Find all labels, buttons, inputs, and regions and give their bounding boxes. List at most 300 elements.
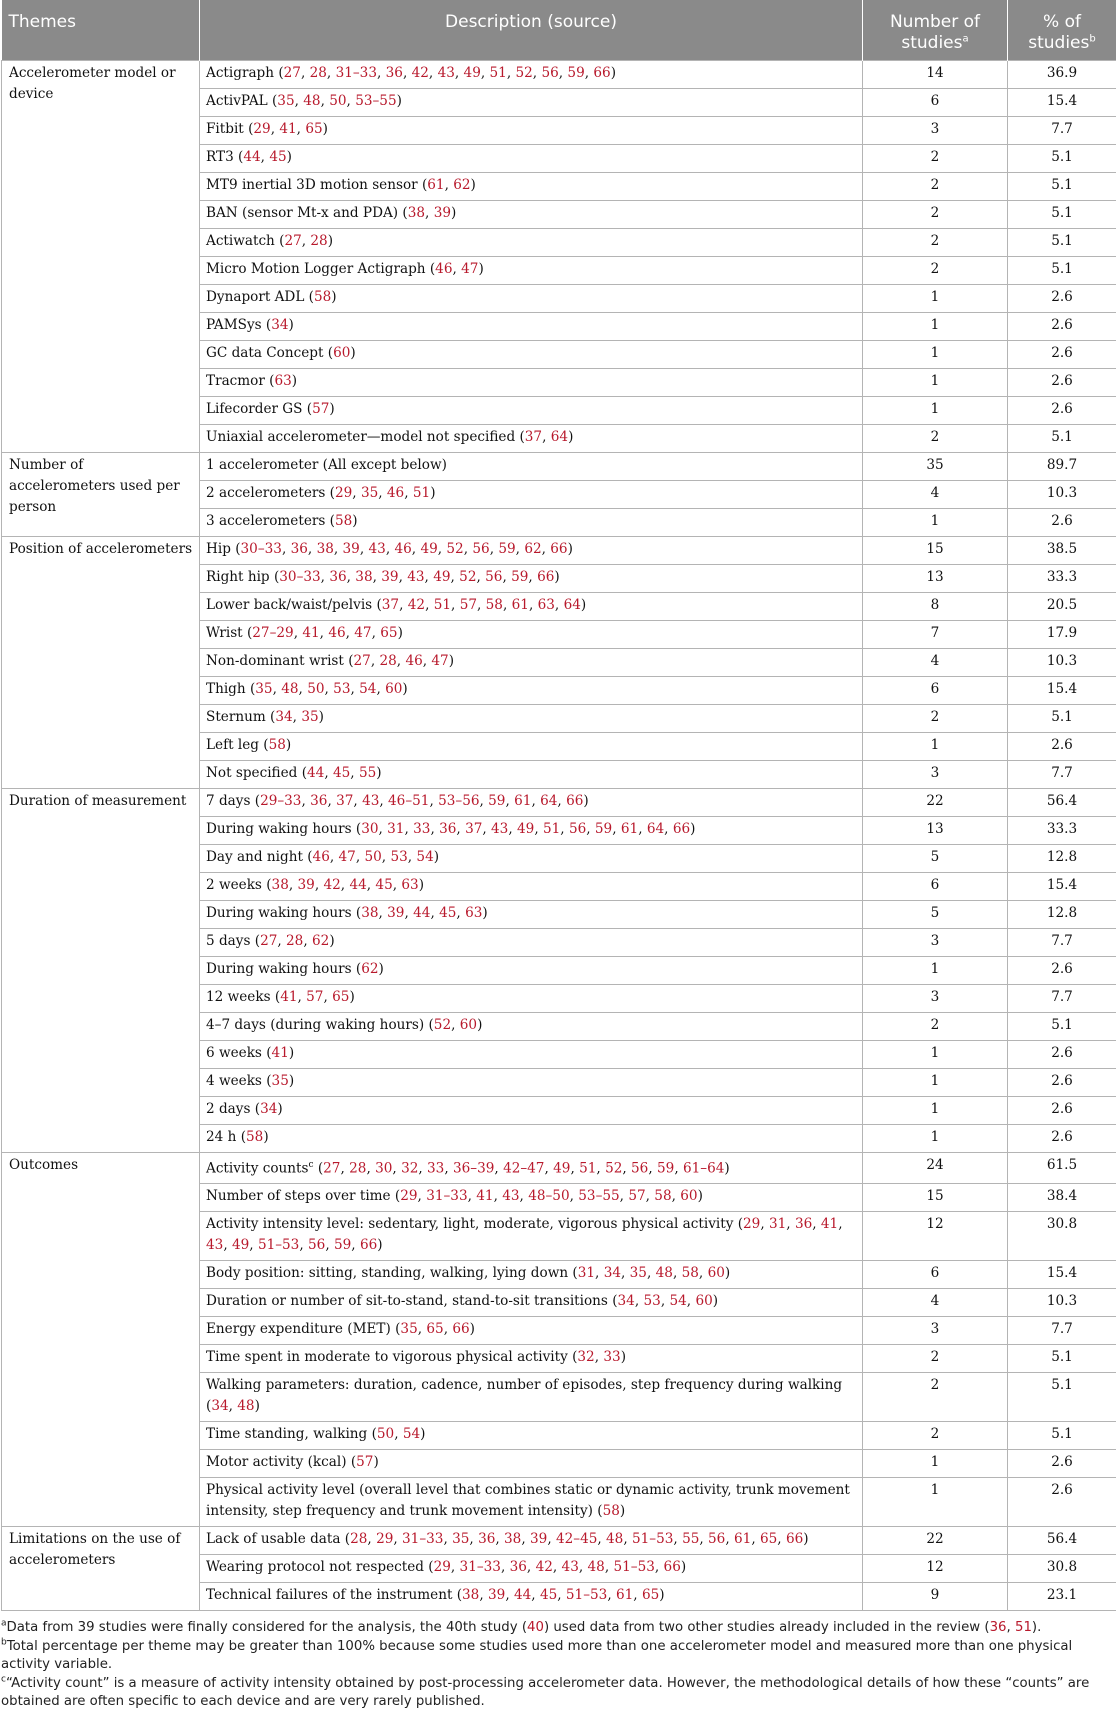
reference-link[interactable]: 51 xyxy=(490,65,507,81)
reference-link[interactable]: 38 xyxy=(317,541,334,557)
reference-link[interactable]: 48 xyxy=(588,1559,605,1575)
reference-link[interactable]: 43 xyxy=(562,1559,579,1575)
reference-link[interactable]: 42–45 xyxy=(556,1531,597,1547)
percent-of-studies-cell: 15.4 xyxy=(1008,1261,1116,1289)
reference-link[interactable]: 55 xyxy=(359,765,376,781)
reference-link[interactable]: 39 xyxy=(298,877,315,893)
reference-link[interactable]: 58 xyxy=(486,597,503,613)
reference-link[interactable]: 29–33 xyxy=(260,793,301,809)
percent-of-studies-cell: 2.6 xyxy=(1008,1450,1116,1478)
reference-link[interactable]: 64 xyxy=(564,597,581,613)
table-header-row xyxy=(2,0,1116,60)
reference-link[interactable]: 29 xyxy=(376,1531,393,1547)
reference-link[interactable]: 57 xyxy=(312,401,329,417)
description-text: GC data Concept xyxy=(206,345,323,361)
description-cell: Thigh (35, 48, 50, 53, 54, 60) xyxy=(200,676,863,704)
header-percent-of-studies: % of studies$^b$ xyxy=(1008,0,1116,60)
reference-link[interactable]: 45 xyxy=(439,905,456,921)
reference-link[interactable]: 65 xyxy=(380,625,397,641)
reference-link[interactable]: 35 xyxy=(255,681,272,697)
reference-link[interactable]: 58 xyxy=(654,1188,671,1204)
reference-link[interactable]: 43 xyxy=(362,793,379,809)
reference-link[interactable]: 62 xyxy=(453,177,470,193)
number-of-studies-cell: 12 xyxy=(863,1212,1008,1261)
reference-link[interactable]: 66 xyxy=(673,821,690,837)
reference-link[interactable]: 51–53 xyxy=(632,1531,673,1547)
reference-link[interactable]: 50 xyxy=(307,681,324,697)
reference-link[interactable]: 52 xyxy=(515,65,532,81)
reference-link[interactable]: 30–33 xyxy=(279,569,320,585)
description-cell: Body position: sitting, standing, walking, lying down (31, 34, 35, 48, 58, 60) xyxy=(200,1261,863,1289)
reference-link[interactable]: 38 xyxy=(408,205,425,221)
reference-link[interactable]: 46 xyxy=(435,261,452,277)
reference-link[interactable]: 46 xyxy=(405,653,422,669)
description-text: During waking hours xyxy=(206,821,352,837)
reference-link[interactable]: 36 xyxy=(439,821,456,837)
number-of-studies-cell: 5 xyxy=(863,900,1008,928)
reference-link[interactable]: 56 xyxy=(708,1531,725,1547)
reference-link[interactable]: 62 xyxy=(312,933,329,949)
reference-link[interactable]: 57 xyxy=(306,989,323,1005)
reference-link[interactable]: 66 xyxy=(452,1321,469,1337)
description-text: Actigraph xyxy=(206,65,274,81)
description-cell: Actiwatch (27, 28) xyxy=(200,228,863,256)
reference-link[interactable]: 66 xyxy=(550,541,567,557)
reference-link[interactable]: 34 xyxy=(211,1398,228,1414)
reference-link[interactable]: 27 xyxy=(354,653,371,669)
number-of-studies-cell: 2 xyxy=(863,200,1008,228)
reference-link[interactable]: 45 xyxy=(540,1587,557,1603)
reference-link[interactable]: 58 xyxy=(314,289,331,305)
number-of-studies-cell: 4 xyxy=(863,1289,1008,1317)
reference-link[interactable]: 37 xyxy=(336,793,353,809)
reference-link[interactable]: 58 xyxy=(682,1265,699,1281)
reference-link[interactable]: 58 xyxy=(269,737,286,753)
reference-link[interactable]: 53 xyxy=(644,1293,661,1309)
reference-link[interactable]: 56 xyxy=(569,821,586,837)
description-text: Energy expenditure (MET) xyxy=(206,1321,391,1337)
description-text: Right hip xyxy=(206,569,270,585)
description-text: 6 weeks xyxy=(206,1045,262,1061)
percent-of-studies-cell: 2.6 xyxy=(1008,1096,1116,1124)
percent-of-studies-cell: 2.6 xyxy=(1008,1478,1116,1527)
description-text: Left leg xyxy=(206,737,259,753)
reference-link[interactable]: 52 xyxy=(446,541,463,557)
reference-link[interactable]: 46–51 xyxy=(388,793,429,809)
reference-link[interactable]: 47 xyxy=(339,849,356,865)
reference-link[interactable]: 48 xyxy=(281,681,298,697)
reference-link[interactable]: 44 xyxy=(349,877,366,893)
reference-link[interactable]: 27 xyxy=(284,65,301,81)
reference-link[interactable]: 51–53 xyxy=(613,1559,654,1575)
reference-link[interactable]: 40 xyxy=(527,1620,544,1635)
percent-of-studies-cell: 56.4 xyxy=(1008,788,1116,816)
reference-link[interactable]: 45 xyxy=(269,149,286,165)
description-cell: GC data Concept (60) xyxy=(200,340,863,368)
reference-link[interactable]: 50 xyxy=(377,1426,394,1442)
reference-link[interactable]: 60 xyxy=(333,345,350,361)
reference-link[interactable]: 66 xyxy=(360,1237,377,1253)
reference-link[interactable]: 36 xyxy=(329,569,346,585)
description-cell: Physical activity level (overall level that combines static or dynamic activity, trunk movement intensity, step frequency and trunk movement intensity) (58) xyxy=(200,1478,863,1527)
reference-link[interactable]: 39 xyxy=(381,569,398,585)
reference-link[interactable]: 38 xyxy=(504,1531,521,1547)
reference-link[interactable]: 48 xyxy=(606,1531,623,1547)
reference-link[interactable]: 63 xyxy=(274,373,291,389)
reference-link[interactable]: 36 xyxy=(386,65,403,81)
reference-link[interactable]: 61–64 xyxy=(683,1160,724,1176)
reference-link[interactable]: 29 xyxy=(253,121,270,137)
reference-link[interactable]: 54 xyxy=(403,1426,420,1442)
reference-link[interactable]: 66 xyxy=(786,1531,803,1547)
reference-link[interactable]: 35 xyxy=(272,1073,289,1089)
reference-link[interactable]: 60 xyxy=(680,1188,697,1204)
reference-link[interactable]: 49 xyxy=(553,1160,570,1176)
percent-of-studies-cell: 15.4 xyxy=(1008,872,1116,900)
number-of-studies-cell: 15 xyxy=(863,1184,1008,1212)
number-of-studies-cell: 1 xyxy=(863,284,1008,312)
reference-link[interactable]: 61 xyxy=(616,1587,633,1603)
reference-link[interactable]: 66 xyxy=(537,569,554,585)
reference-link[interactable]: 54 xyxy=(359,681,376,697)
reference-link[interactable]: 39 xyxy=(343,541,360,557)
reference-link[interactable]: 39 xyxy=(434,205,451,221)
reference-link[interactable]: 34 xyxy=(260,1101,277,1117)
reference-link[interactable]: 56 xyxy=(541,65,558,81)
reference-link[interactable]: 41 xyxy=(279,121,296,137)
reference-link[interactable]: 49 xyxy=(433,569,450,585)
reference-link[interactable]: 29 xyxy=(434,1559,451,1575)
reference-link[interactable]: 46 xyxy=(394,541,411,557)
description-cell: Sternum (34, 35) xyxy=(200,704,863,732)
reference-link[interactable]: 64 xyxy=(540,793,557,809)
reference-link[interactable]: 58 xyxy=(335,513,352,529)
reference-link[interactable]: 33 xyxy=(427,1160,444,1176)
reference-link[interactable]: 42 xyxy=(323,877,340,893)
reference-link[interactable]: 27 xyxy=(284,233,301,249)
reference-link[interactable]: 65 xyxy=(760,1531,777,1547)
reference-link[interactable]: 36 xyxy=(291,541,308,557)
reference-link[interactable]: 53–56 xyxy=(438,793,479,809)
reference-link[interactable]: 33 xyxy=(413,821,430,837)
percent-of-studies-cell: 5.1 xyxy=(1008,1422,1116,1450)
reference-link[interactable]: 28 xyxy=(379,653,396,669)
description-text: 5 days xyxy=(206,933,250,949)
reference-link[interactable]: 56 xyxy=(485,569,502,585)
reference-link[interactable]: 43 xyxy=(491,821,508,837)
number-of-studies-cell: 1 xyxy=(863,1450,1008,1478)
reference-link[interactable]: 50 xyxy=(329,93,346,109)
description-text: 4 weeks xyxy=(206,1073,262,1089)
reference-link[interactable]: 59 xyxy=(488,793,505,809)
number-of-studies-cell: 1 xyxy=(863,956,1008,984)
reference-link[interactable]: 52 xyxy=(434,1017,451,1033)
reference-link[interactable]: 51–53 xyxy=(566,1587,607,1603)
reference-link[interactable]: 47 xyxy=(354,625,371,641)
reference-link[interactable]: 41 xyxy=(272,1045,289,1061)
reference-link[interactable]: 51 xyxy=(1015,1620,1032,1635)
reference-link[interactable]: 48 xyxy=(656,1265,673,1281)
reference-link[interactable]: 38 xyxy=(462,1587,479,1603)
reference-link[interactable]: 38 xyxy=(361,905,378,921)
reference-link[interactable]: 34 xyxy=(271,317,288,333)
reference-link[interactable]: 56 xyxy=(308,1237,325,1253)
reference-link[interactable]: 30 xyxy=(375,1160,392,1176)
number-of-studies-cell: 6 xyxy=(863,1261,1008,1289)
reference-link[interactable]: 30 xyxy=(361,821,378,837)
reference-link[interactable]: 51–53 xyxy=(258,1237,299,1253)
reference-link[interactable]: 66 xyxy=(593,65,610,81)
number-of-studies-cell: 3 xyxy=(863,984,1008,1012)
reference-link[interactable]: 41 xyxy=(280,989,297,1005)
reference-link[interactable]: 49 xyxy=(464,65,481,81)
reference-link[interactable]: 59 xyxy=(567,65,584,81)
percent-of-studies-cell: 7.7 xyxy=(1008,116,1116,144)
reference-link[interactable]: 49 xyxy=(517,821,534,837)
reference-link[interactable]: 48 xyxy=(303,93,320,109)
percent-of-studies-cell: 33.3 xyxy=(1008,816,1116,844)
reference-link[interactable]: 36–39 xyxy=(453,1160,494,1176)
description-text: Sternum xyxy=(206,709,266,725)
reference-link[interactable]: 61 xyxy=(512,597,529,613)
reference-link[interactable]: 29 xyxy=(400,1188,417,1204)
reference-link[interactable]: 56 xyxy=(472,541,489,557)
reference-link[interactable]: 63 xyxy=(538,597,555,613)
reference-link[interactable]: 35 xyxy=(361,485,378,501)
footnote-marker: a xyxy=(1,1619,7,1629)
reference-link[interactable]: 51 xyxy=(413,485,430,501)
reference-link[interactable]: 38 xyxy=(355,569,372,585)
reference-link[interactable]: 59 xyxy=(334,1237,351,1253)
reference-link[interactable]: 53 xyxy=(333,681,350,697)
reference-link[interactable]: 31 xyxy=(578,1265,595,1281)
reference-link[interactable]: 59 xyxy=(595,821,612,837)
reference-link[interactable]: 44 xyxy=(307,765,324,781)
reference-link[interactable]: 31–33 xyxy=(336,65,377,81)
reference-link[interactable]: 53 xyxy=(390,849,407,865)
reference-link[interactable]: 35 xyxy=(277,93,294,109)
description-cell: Time standing, walking (50, 54) xyxy=(200,1422,863,1450)
reference-link[interactable]: 47 xyxy=(431,653,448,669)
description-cell: Activity counts$^c$ (27, 28, 30, 32, 33, 36–39, 42–47, 49, 51, 52, 56, 59, 61–64) xyxy=(200,1152,863,1184)
reference-link[interactable]: 31 xyxy=(387,821,404,837)
description-cell: Actigraph (27, 28, 31–33, 36, 42, 43, 49, 51, 52, 56, 59, 66) xyxy=(200,60,863,88)
footnote-text: Data from 39 studies were finally considered for the analysis, the 40th study ( xyxy=(7,1620,528,1635)
reference-link[interactable]: 52 xyxy=(605,1160,622,1176)
reference-link[interactable]: 44 xyxy=(514,1587,531,1603)
reference-link[interactable]: 59 xyxy=(498,541,515,557)
reference-link[interactable]: 43 xyxy=(502,1188,519,1204)
reference-link[interactable]: 34 xyxy=(618,1293,635,1309)
reference-link[interactable]: 45 xyxy=(333,765,350,781)
reference-link[interactable]: 28 xyxy=(286,933,303,949)
reference-link[interactable]: 54 xyxy=(669,1293,686,1309)
reference-link[interactable]: 37 xyxy=(525,429,542,445)
reference-link[interactable]: 30–33 xyxy=(241,541,282,557)
reference-link[interactable]: 41 xyxy=(302,625,319,641)
description-text: During waking hours xyxy=(206,905,352,921)
footnote xyxy=(1,1638,1116,1674)
reference-link[interactable]: 35 xyxy=(400,1321,417,1337)
number-of-studies-cell: 3 xyxy=(863,760,1008,788)
reference-link[interactable]: 58 xyxy=(603,1503,620,1519)
reference-link[interactable]: 54 xyxy=(416,849,433,865)
description-cell: Technical failures of the instrument (38, 39, 44, 45, 51–53, 61, 65) xyxy=(200,1583,863,1611)
reference-link[interactable]: 61 xyxy=(427,177,444,193)
reference-link[interactable]: 41 xyxy=(476,1188,493,1204)
reference-link[interactable]: 58 xyxy=(246,1129,263,1145)
reference-link[interactable]: 57 xyxy=(628,1188,645,1204)
theme-cell: Accelerometer model or device xyxy=(2,60,200,452)
reference-link[interactable]: 47 xyxy=(461,261,478,277)
reference-link[interactable]: 49 xyxy=(232,1237,249,1253)
reference-link[interactable]: 53–55 xyxy=(355,93,396,109)
reference-link[interactable]: 36 xyxy=(478,1531,495,1547)
reference-link[interactable]: 62 xyxy=(524,541,541,557)
reference-link[interactable]: 60 xyxy=(695,1293,712,1309)
reference-link[interactable]: 29 xyxy=(743,1216,760,1232)
reference-link[interactable]: 43 xyxy=(438,65,455,81)
reference-link[interactable]: 56 xyxy=(631,1160,648,1176)
reference-link[interactable]: 50 xyxy=(364,849,381,865)
reference-link[interactable]: 28 xyxy=(310,233,327,249)
reference-link[interactable]: 31–33 xyxy=(460,1559,501,1575)
percent-of-studies-cell: 17.9 xyxy=(1008,620,1116,648)
description-cell: During waking hours (62) xyxy=(200,956,863,984)
footnote-text: Total percentage per theme may be greater than 100% because some studies used more than one accelerometer model and measured more than one physical activity variable. xyxy=(1,1639,1072,1672)
reference-link[interactable]: 32 xyxy=(577,1349,594,1365)
reference-link[interactable]: 46 xyxy=(313,849,330,865)
reference-link[interactable]: 43 xyxy=(206,1237,223,1253)
reference-link[interactable]: 48 xyxy=(237,1398,254,1414)
reference-link[interactable]: 61 xyxy=(514,793,531,809)
reference-link[interactable]: 27 xyxy=(260,933,277,949)
reference-link[interactable]: 65 xyxy=(642,1587,659,1603)
reference-link[interactable]: 61 xyxy=(734,1531,751,1547)
reference-link[interactable]: 57 xyxy=(460,597,477,613)
reference-link[interactable]: 41 xyxy=(821,1216,838,1232)
reference-link[interactable]: 36 xyxy=(310,793,327,809)
reference-link[interactable]: 51 xyxy=(579,1160,596,1176)
reference-link[interactable]: 37 xyxy=(465,821,482,837)
reference-link[interactable]: 35 xyxy=(301,709,318,725)
reference-link[interactable]: 64 xyxy=(551,429,568,445)
percent-of-studies-cell: 7.7 xyxy=(1008,760,1116,788)
reference-link[interactable]: 62 xyxy=(361,961,378,977)
reference-link[interactable]: 61 xyxy=(621,821,638,837)
reference-link[interactable]: 31–33 xyxy=(402,1531,443,1547)
reference-link[interactable]: 60 xyxy=(460,1017,477,1033)
reference-link[interactable]: 39 xyxy=(387,905,404,921)
reference-link[interactable]: 48–50 xyxy=(528,1188,569,1204)
reference-link[interactable]: 27–29 xyxy=(252,625,293,641)
reference-link[interactable]: 51 xyxy=(434,597,451,613)
description-cell: 2 days (34) xyxy=(200,1096,863,1124)
percent-of-studies-cell: 30.8 xyxy=(1008,1212,1116,1261)
reference-link[interactable]: 59 xyxy=(511,569,528,585)
theme-cell: Position of accelerometers xyxy=(2,536,200,788)
reference-link[interactable]: 34 xyxy=(275,709,292,725)
reference-link[interactable]: 42–47 xyxy=(503,1160,544,1176)
reference-link[interactable]: 65 xyxy=(426,1321,443,1337)
reference-link[interactable]: 38 xyxy=(272,877,289,893)
reference-link[interactable]: 37 xyxy=(382,597,399,613)
number-of-studies-cell: 2 xyxy=(863,704,1008,732)
percent-of-studies-cell: 2.6 xyxy=(1008,1124,1116,1152)
reference-link[interactable]: 63 xyxy=(401,877,418,893)
number-of-studies-cell: 9 xyxy=(863,1583,1008,1611)
reference-link[interactable]: 52 xyxy=(459,569,476,585)
table-row xyxy=(2,452,1116,480)
reference-link[interactable]: 53–55 xyxy=(578,1188,619,1204)
reference-link[interactable]: 46 xyxy=(387,485,404,501)
description-cell: Hip (30–33, 36, 38, 39, 43, 46, 49, 52, 56, 59, 62, 66) xyxy=(200,536,863,564)
reference-link[interactable]: 57 xyxy=(356,1454,373,1470)
reference-link[interactable]: 66 xyxy=(664,1559,681,1575)
reference-link[interactable]: 28 xyxy=(350,1531,367,1547)
number-of-studies-cell: 7 xyxy=(863,620,1008,648)
reference-link[interactable]: 63 xyxy=(465,905,482,921)
reference-link[interactable]: 34 xyxy=(604,1265,621,1281)
reference-link[interactable]: 42 xyxy=(408,597,425,613)
reference-link[interactable]: 32 xyxy=(401,1160,418,1176)
reference-link[interactable]: 35 xyxy=(630,1265,647,1281)
reference-link[interactable]: 33 xyxy=(603,1349,620,1365)
reference-link[interactable]: 51 xyxy=(543,821,560,837)
reference-link[interactable]: 45 xyxy=(375,877,392,893)
number-of-studies-cell: 4 xyxy=(863,648,1008,676)
reference-link[interactable]: 46 xyxy=(328,625,345,641)
number-of-studies-cell: 4 xyxy=(863,480,1008,508)
reference-link[interactable]: 60 xyxy=(385,681,402,697)
reference-link[interactable]: 43 xyxy=(407,569,424,585)
description-cell: Energy expenditure (MET) (35, 65, 66) xyxy=(200,1317,863,1345)
description-text: Physical activity level (overall level that combines static or dynamic activity, trunk movement intensity, step frequency and trunk movement intensity) xyxy=(206,1482,850,1519)
reference-link[interactable]: 55 xyxy=(682,1531,699,1547)
reference-link[interactable]: 42 xyxy=(412,65,429,81)
reference-link[interactable]: 44 xyxy=(243,149,260,165)
reference-link[interactable]: 59 xyxy=(657,1160,674,1176)
reference-link[interactable]: 35 xyxy=(452,1531,469,1547)
reference-link[interactable]: 43 xyxy=(369,541,386,557)
footnote-marker: c xyxy=(308,1160,313,1170)
reference-link[interactable]: 39 xyxy=(530,1531,547,1547)
reference-link[interactable]: 31–33 xyxy=(426,1188,467,1204)
footnote-text: “Activity count” is a measure of activity intensity obtained by post-processing accelerometer data. However, the methodological details of how these “counts” are obtained are often specific to each device and are very rarely published. xyxy=(1,1676,1089,1709)
reference-link[interactable]: 49 xyxy=(420,541,437,557)
number-of-studies-cell: 22 xyxy=(863,788,1008,816)
table-row xyxy=(2,788,1116,816)
reference-link[interactable]: 31 xyxy=(769,1216,786,1232)
reference-link[interactable]: 29 xyxy=(335,485,352,501)
reference-link[interactable]: 65 xyxy=(305,121,322,137)
reference-link[interactable]: 36 xyxy=(795,1216,812,1232)
reference-link[interactable]: 64 xyxy=(647,821,664,837)
theme-cell: Number of accelerometers used per person xyxy=(2,452,200,536)
reference-link[interactable]: 39 xyxy=(488,1587,505,1603)
reference-link[interactable]: 44 xyxy=(413,905,430,921)
description-text: Fitbit xyxy=(206,121,244,137)
reference-link[interactable]: 36 xyxy=(990,1620,1007,1635)
reference-link[interactable]: 28 xyxy=(310,65,327,81)
reference-link[interactable]: 65 xyxy=(332,989,349,1005)
reference-link[interactable]: 42 xyxy=(536,1559,553,1575)
reference-link[interactable]: 60 xyxy=(708,1265,725,1281)
reference-link[interactable]: 27 xyxy=(323,1160,340,1176)
reference-link[interactable]: 66 xyxy=(566,793,583,809)
reference-link[interactable]: 28 xyxy=(349,1160,366,1176)
reference-link[interactable]: 36 xyxy=(510,1559,527,1575)
